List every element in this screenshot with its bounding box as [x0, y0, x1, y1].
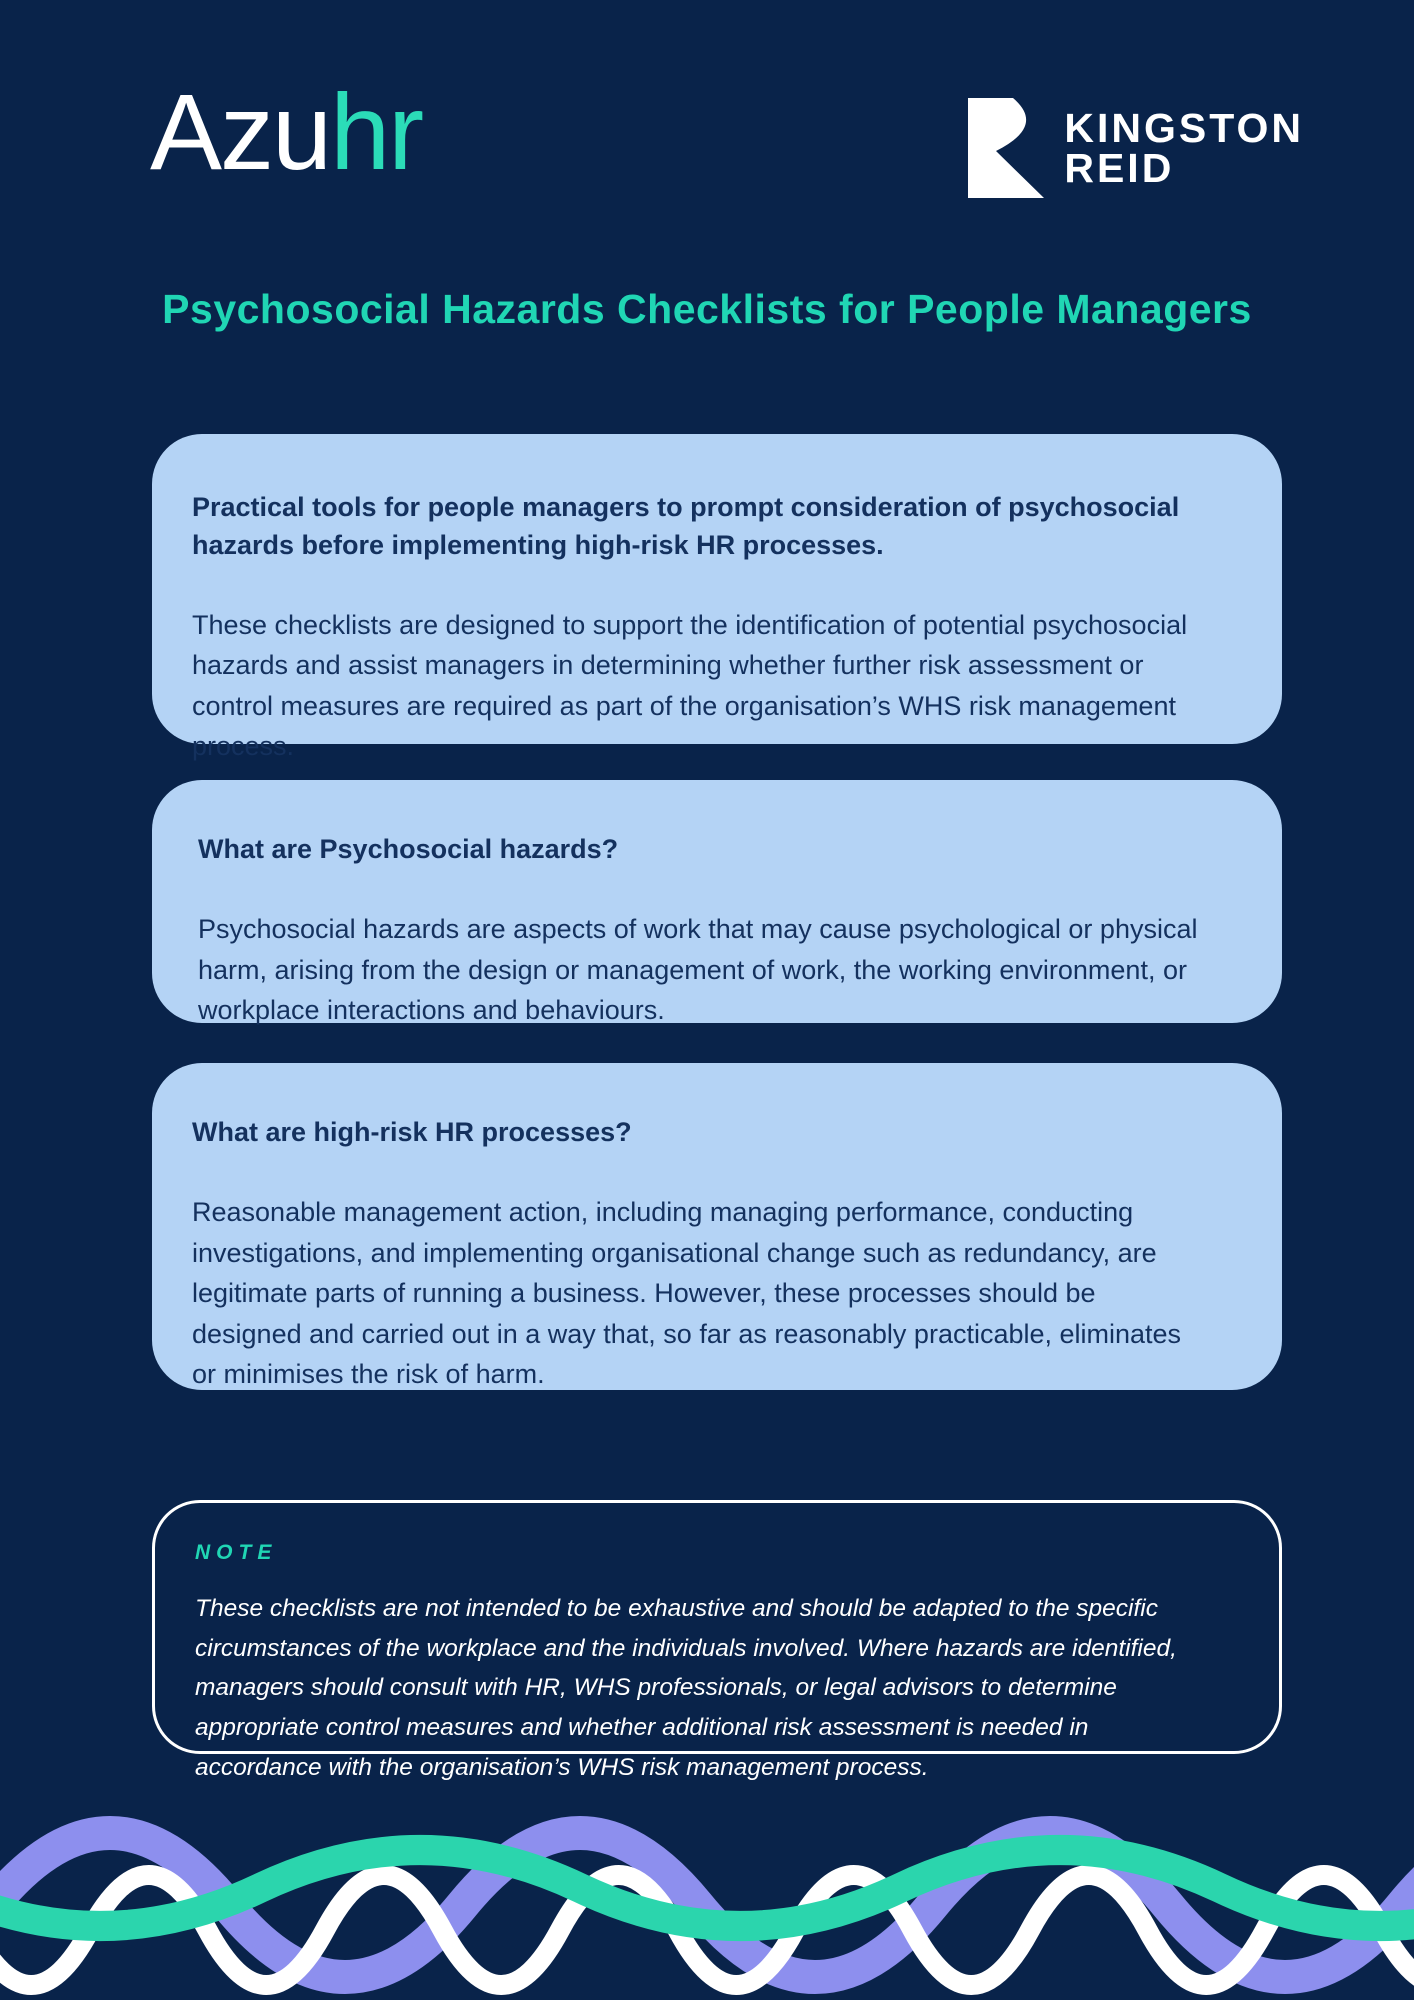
high-risk-processes-body: Reasonable management action, including managing performance, conducting investigations, and implementing organisational change such as redundancy, are legitimate parts of running a business. However, these processes should be designed and carried out in a way that, so far as reasonably practicable, eliminates or minimises the risk of harm. [192, 1197, 1182, 1389]
high-risk-processes-heading: What are high-risk HR processes? [192, 1117, 632, 1147]
intro-card-lede: Practical tools for people managers to prompt consideration of psychosocial hazards before implementing high-risk HR processes. [192, 492, 1180, 561]
wave-decoration [0, 1810, 1414, 2000]
header [150, 71, 1304, 198]
azuhr-logo-suffix: hr [330, 71, 423, 192]
intro-card [152, 434, 1282, 762]
azuhr-logo [150, 71, 423, 192]
intro-card-body: These checklists are designed to support the identification of potential psychosocial hazards and assist managers in determining whether further risk assessment or control measures are required as part of the organisation’s WHS risk management process. [192, 609, 1188, 762]
note-label: NOTE [195, 1541, 278, 1564]
note-body: These checklists are not intended to be exhaustive and should be adapted to the specific circumstances of the workplace and the individuals involved. Where hazards are identified, managers should consult with HR, WHS professionals, or legal advisors to determine appropriate control measures and whether additional risk assessment is needed in accordance with the organisation’s WHS risk management process. [195, 1595, 1177, 1781]
psychosocial-hazards-card [152, 780, 1282, 1023]
kingston-reid-mark-icon [968, 98, 1044, 198]
kingston-reid-line2: REID [1064, 145, 1175, 191]
kingston-reid-logo [968, 98, 1304, 198]
kingston-reid-wordmark [1064, 104, 1304, 191]
note-box [152, 1500, 1282, 1781]
high-risk-processes-card [152, 1063, 1282, 1390]
psychosocial-hazards-body: Psychosocial hazards are aspects of work that may cause psychological or physical harm, arising from the design or management of work, the working environment, or workplace interactions and behaviours. [198, 914, 1198, 1025]
page-title: Psychosocial Hazards Checklists for People Managers [162, 286, 1252, 332]
psychosocial-hazards-heading: What are Psychosocial hazards? [198, 834, 619, 864]
kingston-reid-line1: KINGSTON [1064, 104, 1304, 151]
azuhr-logo-prefix: Azu [150, 71, 331, 192]
